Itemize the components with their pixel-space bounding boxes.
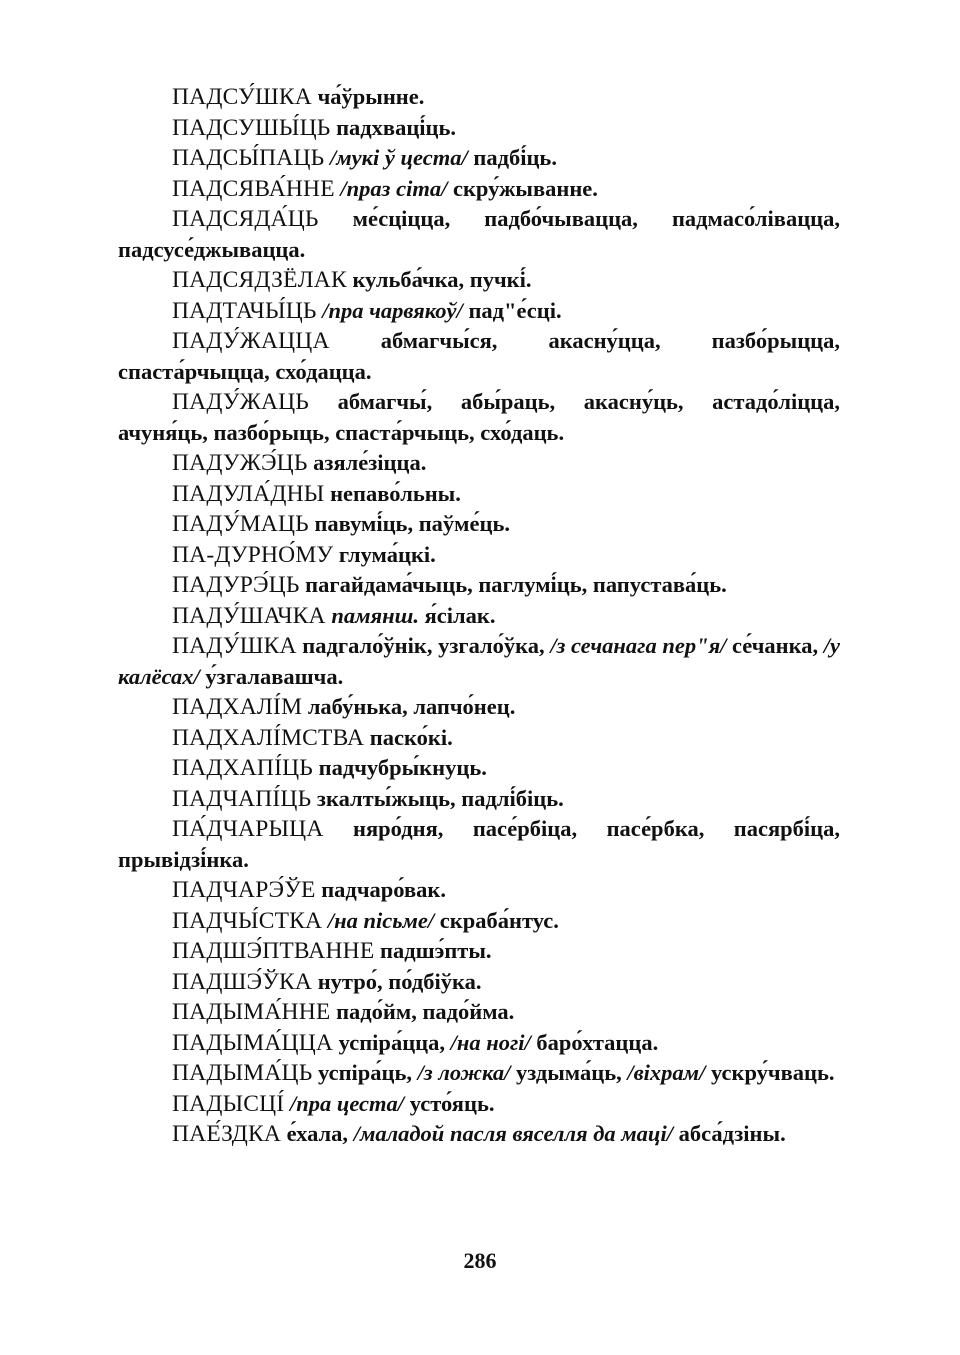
dictionary-page: [118, 82, 840, 1150]
headword: ПАДЧЫ́СТКА: [172, 907, 323, 934]
synonym-list: абмагчы́, абы́раць, акасну́ць, астадо́ліцца, ачуня́ць, пазбо́рыць, спаста́рчыць, схо́даць.: [118, 389, 841, 445]
entry-list: [118, 82, 840, 1150]
headword: ПАДЫМА́ЦЦА: [172, 1029, 334, 1056]
synonym-list: успіра́ць,: [318, 1060, 413, 1085]
headword: ПАДСЫ́ПАЦЬ: [172, 145, 325, 171]
dictionary-entry: [118, 631, 840, 692]
synonym-list: падчаро́вак.: [321, 877, 446, 902]
dictionary-entry: [118, 997, 840, 1028]
synonym-list: абса́дзіны.: [678, 1121, 786, 1146]
usage-note: /праз сіта/: [340, 175, 448, 201]
synonym-list: уздыма́ць,: [515, 1060, 622, 1085]
synonym-list: абмагчы́ся, акасну́цца, пазбо́рыцца, спаста́рчыцца, схо́дацца.: [118, 328, 841, 384]
dictionary-entry: [118, 875, 840, 906]
synonym-list: скраба́нтус.: [439, 907, 559, 933]
usage-note: /на пісьме/: [327, 907, 435, 933]
usage-note: /на ногі/: [450, 1029, 531, 1055]
headword: ПАДСЯДА́ЦЬ: [172, 206, 319, 232]
usage-note: /віхрам/: [627, 1060, 706, 1085]
headword: ПАДУ́ЖАЦЦА: [172, 328, 330, 354]
dictionary-entry: [118, 723, 840, 754]
headword: ПАДЫМА́ННЕ: [172, 999, 331, 1025]
dictionary-entry: [118, 326, 840, 387]
synonym-list: успіра́цца,: [338, 1029, 445, 1055]
dictionary-entry: [118, 1089, 840, 1120]
synonym-list: падхваці́ць.: [336, 114, 457, 140]
headword: ПА́ДЧАРЫЦА: [172, 816, 324, 842]
dictionary-entry: [118, 1028, 840, 1059]
dictionary-entry: [118, 753, 840, 784]
headword: ПАДУЖЭ́ЦЬ: [172, 450, 308, 476]
usage-note: /пра чарвякоў/: [322, 297, 463, 323]
synonym-list: ускру́чваць.: [710, 1060, 835, 1085]
synonym-list: падшэ́пты.: [380, 938, 492, 963]
headword: ПАДСУШЫ́ЦЬ: [172, 114, 331, 141]
synonym-list: пад"е́сці.: [468, 297, 562, 323]
headword: ПАДХАЛІ́МСТВА: [172, 724, 365, 751]
headword: ПАДСУ́ШКА: [172, 84, 312, 110]
synonym-list: зкалты́жыць, падлі́біць.: [316, 785, 564, 811]
dictionary-entry: [118, 509, 840, 540]
usage-note: /маладой пасля вяселля да маці/: [353, 1121, 673, 1146]
headword: ПАДУ́ШАЧКА: [172, 602, 326, 629]
dictionary-entry: [118, 448, 840, 479]
headword: ПАДТАЧЫ́ЦЬ: [172, 297, 317, 324]
synonym-list: падо́йм, падо́йма.: [336, 999, 515, 1024]
synonym-list: скру́жыванне.: [452, 175, 598, 201]
dictionary-entry: [118, 906, 840, 937]
headword: ПАДШЭ́ПТВАННЕ: [172, 938, 375, 964]
usage-note: /у калёсах/: [118, 633, 841, 689]
headword: ПАДЧАРЭ́ЎЕ: [172, 877, 316, 903]
dictionary-entry: [118, 82, 840, 113]
synonym-list: нутро́, по́дбіўка.: [317, 968, 482, 994]
dictionary-entry: [118, 570, 840, 601]
synonym-list: падгало́ўнік, узгало́ўка,: [302, 633, 545, 658]
headword: ПА-ДУРНО́МУ: [172, 541, 334, 568]
synonym-list: баро́хтацца.: [536, 1029, 659, 1055]
usage-note: памянш.: [331, 602, 419, 628]
dictionary-entry: [118, 601, 840, 632]
headword: ПАДХАПІ́ЦЬ: [172, 755, 313, 781]
headword: ПАДУЛА́ДНЫ: [172, 480, 325, 507]
headword: ПАДЫМА́ЦЬ: [172, 1060, 313, 1086]
synonym-list: лабу́нька, лапчо́нец.: [307, 694, 516, 719]
headword: ПАДШЭ́ЎКА: [172, 968, 313, 995]
dictionary-entry: [118, 1058, 840, 1089]
page-number: 286: [463, 1248, 497, 1273]
headword: ПАДСЯДЗЁЛАК: [172, 267, 347, 293]
synonym-list: глума́цкі.: [338, 541, 436, 567]
dictionary-entry: [118, 967, 840, 998]
headword: ПАДЧАПІ́ЦЬ: [172, 785, 312, 812]
dictionary-entry: [118, 113, 840, 144]
usage-note: /пра цеста/: [289, 1090, 405, 1116]
dictionary-entry: [118, 1119, 840, 1150]
synonym-list: павумі́ць, паўме́ць.: [314, 511, 510, 536]
headword: ПАДУРЭ́ЦЬ: [172, 572, 300, 598]
dictionary-entry: [118, 784, 840, 815]
dictionary-entry: [118, 692, 840, 723]
synonym-list: кульба́чка, пучкі́.: [352, 267, 532, 292]
dictionary-entry: [118, 265, 840, 296]
synonym-list: у́згалавашча.: [205, 663, 344, 689]
synonym-list: падчубры́кнуць.: [318, 755, 487, 780]
usage-note: /мукі ў цеста/: [329, 145, 468, 170]
usage-note: /з ложка/: [417, 1060, 511, 1085]
synonym-list: непаво́льны.: [330, 480, 461, 506]
synonym-list: паско́кі.: [369, 724, 453, 750]
dictionary-entry: [118, 204, 840, 265]
synonym-list: ча́ўрынне.: [317, 84, 425, 109]
dictionary-entry: [118, 296, 840, 327]
headword: ПАДУ́ЖАЦЬ: [172, 389, 309, 415]
headword: ПАДХАЛІ́М: [172, 694, 303, 720]
dictionary-entry: [118, 143, 840, 174]
synonym-list: се́чанка,: [732, 633, 819, 658]
synonym-list: азяле́зіцца.: [313, 450, 427, 475]
headword: ПАДУ́МАЦЬ: [172, 511, 309, 537]
synonym-list: ме́сціцца, падбо́чывацца, падмасо́лівацца, падсусе́джывацца.: [118, 206, 840, 262]
synonym-list: няро́дня, пасе́рбіца, пасе́рбка, пасярбі́ца, прывідзі́нка.: [118, 816, 840, 872]
synonym-list: падбі́ць.: [473, 145, 557, 170]
usage-note: /з сечанага пер"я/: [550, 633, 727, 658]
synonym-list: усто́яць.: [409, 1090, 495, 1116]
synonym-list: я́сілак.: [424, 602, 496, 628]
dictionary-entry: [118, 814, 840, 875]
dictionary-entry: [118, 387, 840, 448]
synonym-list: е́хала,: [286, 1121, 349, 1146]
dictionary-entry: [118, 479, 840, 510]
headword: ПАДСЯВА́ННЕ: [172, 175, 335, 202]
dictionary-entry: [118, 540, 840, 571]
headword: ПАЕ́ЗДКА: [172, 1121, 281, 1147]
headword: ПАДЫСЦІ́: [172, 1090, 285, 1117]
dictionary-entry: [118, 936, 840, 967]
dictionary-entry: [118, 174, 840, 205]
synonym-list: пагайдама́чыць, паглумі́ць, папустава́ць.: [305, 572, 727, 597]
headword: ПАДУ́ШКА: [172, 633, 297, 659]
